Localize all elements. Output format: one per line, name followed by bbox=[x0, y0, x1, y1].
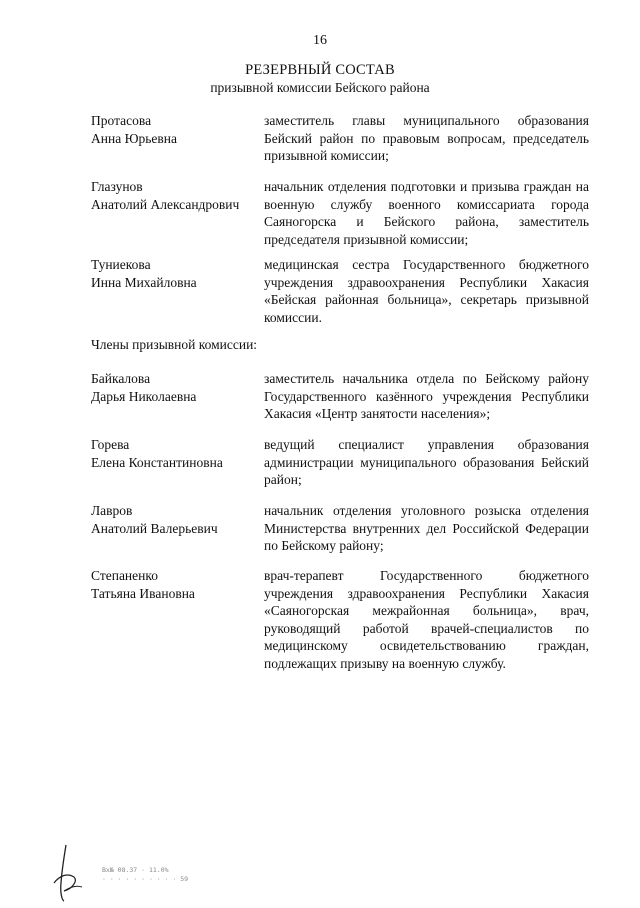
page-number: 16 bbox=[313, 33, 327, 48]
person-name bbox=[91, 567, 261, 602]
person-name bbox=[91, 112, 261, 147]
person-role: начальник отделения подготовки и призыва граждан на военную службу военного комиссариата города Саяногорска и Бейского района, заместитель председателя призывной комиссии; bbox=[264, 179, 589, 247]
person-given-name: Дарья Николаевна bbox=[91, 388, 197, 404]
person-given-name: Анатолий Валерьевич bbox=[91, 520, 218, 536]
stamp-line: Вх№ 08.37 · 11.0% bbox=[102, 866, 169, 874]
members-heading: Члены призывной комиссии: bbox=[91, 337, 258, 352]
person-surname: Степаненко bbox=[91, 568, 158, 583]
person-role: врач-терапевт Государственного бюджетного учреждения здравоохранения Республики Хакасия «Саяногорская межрайонная больница», врач, руководящий работой врачей-специалистов по медицинскому освидетельствованию граждан, подлежащих призыву на военную службу. bbox=[264, 568, 589, 671]
person-surname: Лавров bbox=[91, 503, 133, 518]
person-given-name: Инна Михайловна bbox=[91, 274, 197, 290]
document-title: РЕЗЕРВНЫЙ СОСТАВ bbox=[245, 62, 395, 78]
person-name bbox=[91, 178, 261, 213]
person-surname: Байкалова bbox=[91, 371, 151, 386]
person-role: заместитель главы муниципального образования Бейский район по правовым вопросам, председатель призывной комиссии; bbox=[264, 113, 589, 163]
person-name bbox=[91, 256, 261, 291]
person-surname: Глазунов bbox=[91, 179, 143, 194]
person-given-name: Татьяна Ивановна bbox=[91, 585, 195, 601]
person-role: ведущий специалист управления образования администрации муниципального образования Бейский район; bbox=[264, 437, 589, 487]
registration-stamp bbox=[102, 866, 188, 884]
document-subtitle: призывной комиссии Бейского района bbox=[210, 80, 430, 95]
person-surname: Горева bbox=[91, 437, 130, 452]
person-name bbox=[91, 436, 261, 471]
handwritten-signature bbox=[52, 843, 92, 908]
person-name bbox=[91, 370, 261, 405]
person-name bbox=[91, 502, 261, 537]
person-given-name: Анатолий Александрович bbox=[91, 196, 240, 212]
person-surname: Протасова bbox=[91, 113, 152, 128]
person-role: медицинская сестра Государственного бюджетного учреждения здравоохранения Республики Хакасия «Бейская районная больница», секретарь призывной комиссии. bbox=[264, 257, 589, 325]
person-surname: Туниекова bbox=[91, 257, 151, 272]
person-given-name: Елена Константиновна bbox=[91, 454, 223, 470]
person-role: заместитель начальника отдела по Бейскому району Государственного казённого учреждения Республики Хакасия «Центр занятости населения»; bbox=[264, 371, 589, 421]
person-given-name: Анна Юрьевна bbox=[91, 130, 177, 146]
stamp-line: · · · · · · · · · · 59 bbox=[102, 875, 189, 883]
person-role: начальник отделения уголовного розыска отделения Министерства внутренних дел Российской Федерации по Бейскому району; bbox=[264, 503, 589, 553]
signature-icon bbox=[52, 843, 92, 903]
